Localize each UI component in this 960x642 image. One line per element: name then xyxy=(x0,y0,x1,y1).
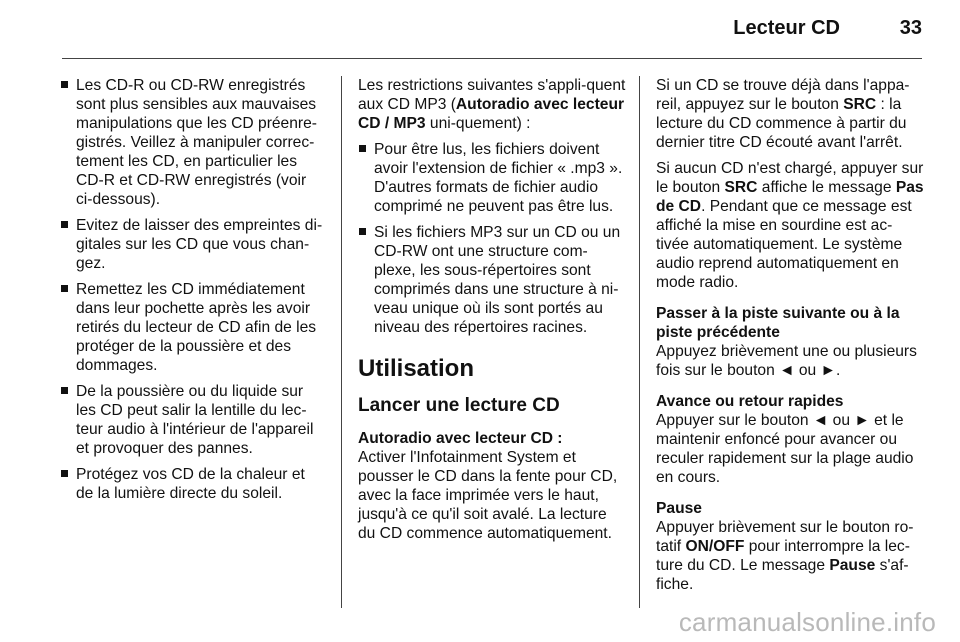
list-item: Pour être lus, les fichiers doivent avoir l'extension de fichier « .mp3 ». D'autres formats de fichier audio comprimé ne peuvent pas être lus. xyxy=(358,140,626,216)
mp3-restrictions-intro: Les restrictions suivantes s'appli-quent aux CD MP3 (Autoradio avec lecteur CD / MP3 uni-quement) : xyxy=(358,77,626,132)
header-divider xyxy=(62,58,922,59)
paragraph: Si aucun CD n'est chargé, appuyer sur le bouton SRC affiche le message Pas de CD. Pendant que ce message est affiché la mise en sourdine est ac-tivée automatiquement. Le système audio reprend automatiquement en mode radio. xyxy=(656,160,924,291)
column-2 xyxy=(358,76,626,550)
list-item: De la poussière ou du liquide sur les CD peut salir la lentille du lec-teur audio à l'intérieur de l'appareil et provoquer des pannes. xyxy=(60,382,326,458)
list-item: Les CD-R ou CD-RW enregistrés sont plus sensibles aux mauvaises manipulations que les CD préenre-gistrés. Veillez à manipuler correc-tement les CD, en particulier les CD-R et CD-RW enregistrés (voir ci-dessous). xyxy=(60,76,326,209)
list-item: Protégez vos CD de la chaleur et de la lumière directe du soleil. xyxy=(60,465,326,503)
paragraph: Appuyez brièvement une ou plusieurs fois sur le bouton ◄ ou ►. xyxy=(656,343,917,379)
section-heading: Utilisation xyxy=(358,355,475,382)
bullet-square-icon xyxy=(61,221,68,228)
watermark: carmanualsonline.info xyxy=(678,607,936,637)
paragraph: Appuyer brièvement sur le bouton ro-tatif ON/OFF pour interrompre la lec-ture du CD. Le message Pause s'af-fiche. xyxy=(656,519,914,593)
list-item: Evitez de laisser des empreintes di-gitales sur les CD que vous chan-gez. xyxy=(60,216,326,273)
list-item: Si les fichiers MP3 sur un CD ou un CD-RW ont une structure com-plexe, les sous-répertoires sont comprimés dans une structure à ni-veau unique où ils sont portés au niveau des répertoires racines. xyxy=(358,223,626,337)
paragraph-heading: Passer à la piste suivante ou à la piste précédente xyxy=(656,305,900,341)
bullet-square-icon xyxy=(359,145,366,152)
bullet-square-icon xyxy=(359,228,366,235)
column-1 xyxy=(60,76,326,510)
paragraph: Appuyer sur le bouton ◄ ou ► et le maintenir enfoncé pour avancer ou reculer rapidement sur la plage audio en cours. xyxy=(656,412,914,486)
bullet-square-icon xyxy=(61,470,68,477)
paragraph-heading: Pause xyxy=(656,500,702,517)
bullet-square-icon xyxy=(61,387,68,394)
page-title: Lecteur CD xyxy=(733,17,840,39)
bullet-square-icon xyxy=(61,285,68,292)
column-divider-2 xyxy=(639,76,640,608)
column-3 xyxy=(656,76,924,601)
paragraph-heading: Avance ou retour rapides xyxy=(656,393,844,410)
page-header xyxy=(0,0,960,60)
bullet-square-icon xyxy=(61,81,68,88)
subsection-heading: Lancer une lecture CD xyxy=(358,395,560,416)
paragraph: Activer l'Infotainment System et pousser le CD dans la fente pour CD, avec la face imprimée vers le haut, jusqu'à ce qu'il soit avalé. La lecture du CD commence automatiquement. xyxy=(358,449,618,542)
paragraph-heading: Autoradio avec lecteur CD : xyxy=(358,430,563,447)
list-item: Remettez les CD immédiatement dans leur pochette après les avoir retirés du lecteur de CD afin de les protéger de la poussière et des dommages. xyxy=(60,280,326,375)
page-number: 33 xyxy=(899,17,922,39)
paragraph: Si un CD se trouve déjà dans l'appa-reil, appuyez sur le bouton SRC : la lecture du CD commence à partir du dernier titre CD écouté avant l'arrêt. xyxy=(656,77,910,151)
column-divider-1 xyxy=(341,76,342,608)
